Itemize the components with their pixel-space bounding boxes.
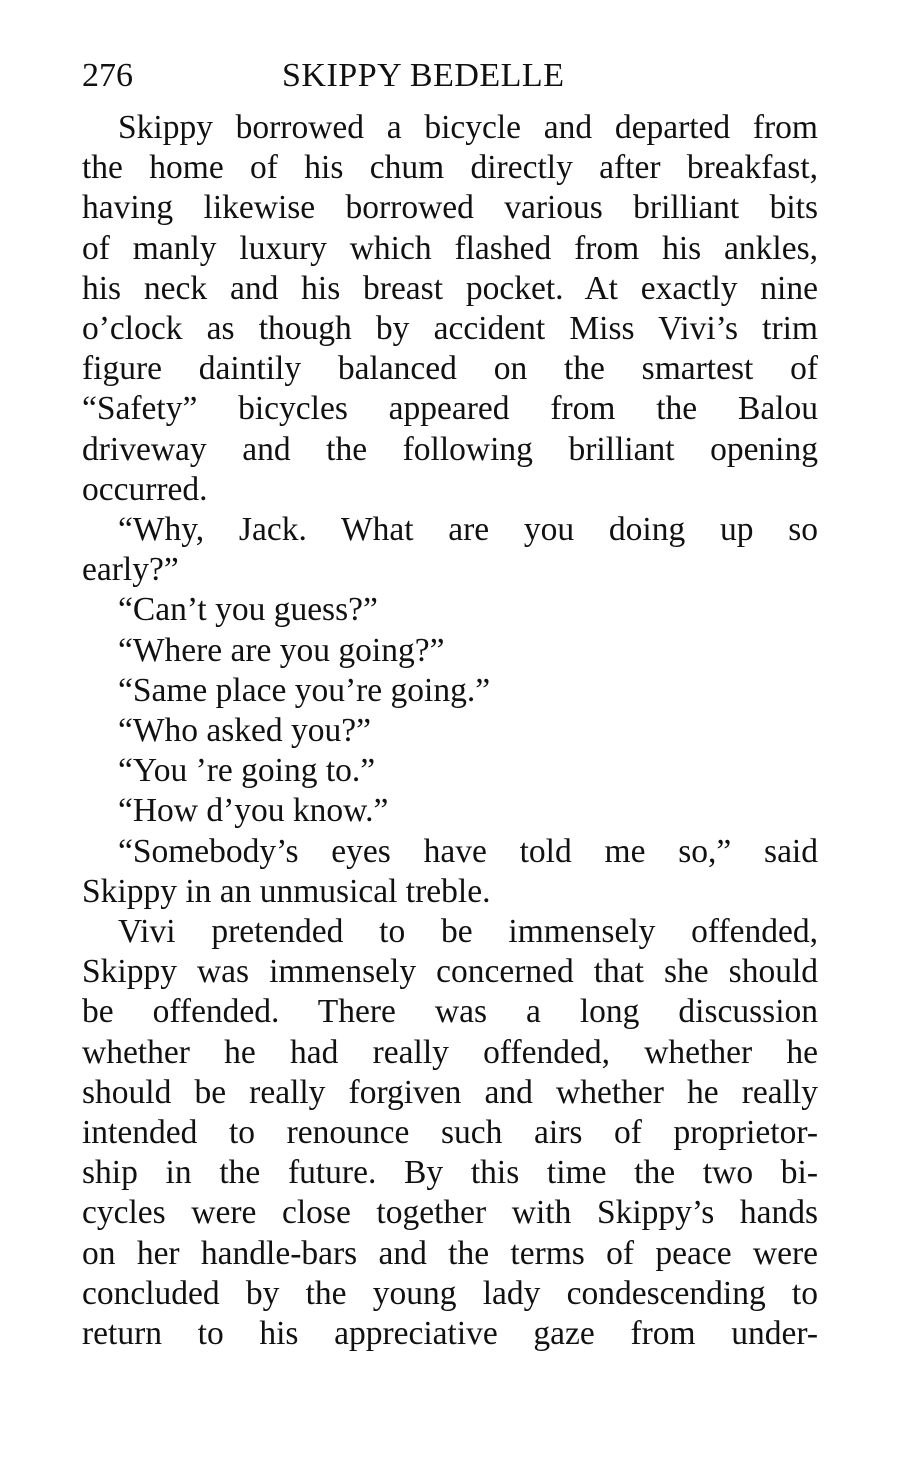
text-line: intended to renounce such airs of proprietor- <box>82 1114 818 1152</box>
text-line: Vivi pretended to be immensely offended, <box>118 913 818 951</box>
text-line: o’clock as though by accident Miss Vivi’s trim <box>82 310 818 348</box>
page-header <box>82 56 818 108</box>
text-line: cycles were close together with Skippy’s hands <box>82 1194 818 1232</box>
text-line: be offended. There was a long discussion <box>82 993 818 1031</box>
paragraph <box>82 912 818 1354</box>
text-line: “Same place you’re going.” <box>118 671 491 709</box>
paragraph <box>82 832 818 912</box>
text-line: “You ’re going to.” <box>118 752 376 790</box>
text-line: should be really forgiven and whether he really <box>82 1073 818 1111</box>
text-line: “Can’t you guess?” <box>118 591 378 629</box>
paragraph <box>82 751 818 791</box>
paragraph <box>82 671 818 711</box>
book-page <box>82 56 818 1354</box>
page-number: 276 <box>82 57 133 94</box>
paragraph <box>82 791 818 831</box>
text-line: “Why, Jack. What are you doing up so <box>118 511 818 549</box>
paragraph <box>82 711 818 751</box>
text-line: Skippy was immensely concerned that she should <box>82 953 818 991</box>
text-line: Skippy borrowed a bicycle and departed from <box>118 109 818 146</box>
text-line: ship in the future. By this time the two bi- <box>82 1154 818 1192</box>
text-line: Skippy in an unmusical treble. <box>82 872 491 910</box>
text-line: “How d’you know.” <box>118 792 389 830</box>
text-line: having likewise borrowed various brilliant bits <box>82 189 818 227</box>
text-line: the home of his chum directly after breakfast, <box>82 149 818 187</box>
body-text <box>82 108 818 1354</box>
text-line: driveway and the following brilliant opening <box>82 430 818 468</box>
text-line: his neck and his breast pocket. At exactly nine <box>82 269 818 307</box>
text-line: of manly luxury which flashed from his ankles, <box>82 229 818 267</box>
text-line: figure daintily balanced on the smartest of <box>82 350 818 388</box>
text-line: occurred. <box>82 470 208 508</box>
text-line: whether he had really offended, whether he <box>82 1033 818 1071</box>
paragraph <box>82 510 818 590</box>
running-head: SKIPPY BEDELLE <box>282 57 565 94</box>
text-line: early?” <box>82 551 179 589</box>
paragraph <box>82 590 818 630</box>
text-line: return to his appreciative gaze from under- <box>82 1315 818 1353</box>
text-line: concluded by the young lady condescending to <box>82 1274 818 1312</box>
text-line: “Somebody’s eyes have told me so,” said <box>118 832 818 870</box>
text-line: “Who asked you?” <box>118 712 372 750</box>
text-line: “Safety” bicycles appeared from the Balou <box>82 390 818 428</box>
text-line: on her handle-bars and the terms of peace were <box>82 1234 818 1272</box>
text-line: “Where are you going?” <box>118 631 445 669</box>
paragraph <box>82 108 818 510</box>
paragraph <box>82 631 818 671</box>
